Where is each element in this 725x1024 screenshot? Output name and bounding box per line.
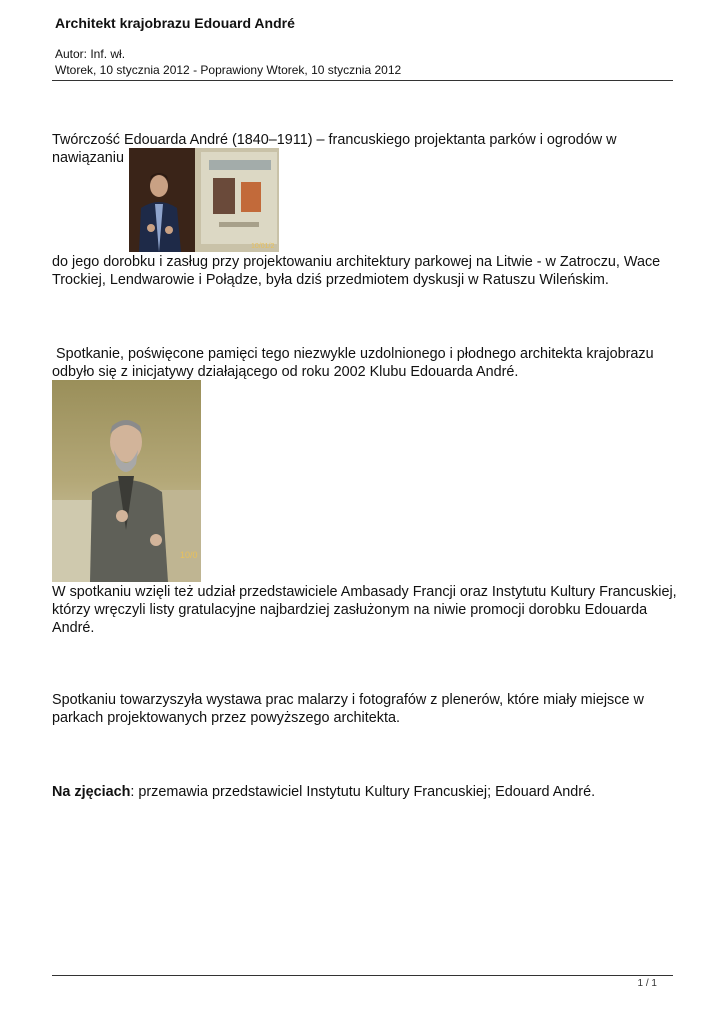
- photo-caption-text: : przemawia przedstawiciel Instytutu Kultury Francuskiej; Edouard André.: [130, 784, 596, 800]
- andre-portrait-photo: [52, 380, 201, 582]
- paragraph-meeting: Spotkanie, poświęcone pamięci tego niezwykle uzdolnionego i płodnego architekta krajobrazu odbyło się z inicjatywy działającego od roku 2002 Klubu Edouarda André.: [52, 346, 658, 380]
- photo-caption: [52, 783, 677, 801]
- header-divider: [52, 80, 673, 81]
- footer-divider: [52, 975, 673, 976]
- speaker-photo-date-stamp: 10/01/2: [251, 243, 275, 250]
- paragraph-exhibition: Spotkaniu towarzyszyła wystawa prac malarzy i fotografów z plenerów, które miały miejsce w parkach projektowanych przez powyższego architekta.: [52, 692, 644, 726]
- portrait-photo-date-stamp: 10/0: [180, 550, 198, 560]
- paragraph-participants: W spotkaniu wzięli też udział przedstawiciele Ambasady Francji oraz Instytutu Kultury Francuskiej, którzy wręczyli listy gratulacyjne najbardziej zasłużonym na niwie promocji dorobku Edouarda André.: [52, 584, 677, 636]
- photo-caption-label: Na zjęciach: [52, 784, 131, 800]
- paragraph-intro-line1: Twórczość Edouarda André (1840–1911) – francuskiego projektanta parków i ogrodów w: [52, 132, 617, 148]
- page-number: 1 / 1: [637, 978, 657, 989]
- paragraph-intro-line2: nawiązaniu: [52, 150, 125, 166]
- speaker-photo: [129, 148, 279, 252]
- date-line: Wtorek, 10 stycznia 2012 - Poprawiony Wtorek, 10 stycznia 2012: [55, 63, 402, 77]
- document-title: Architekt krajobrazu Edouard André: [55, 15, 295, 31]
- paragraph-contribution: do jego dorobku i zasług przy projektowaniu architektury parkowej na Litwie - w Zatroczu, Wace Trockiej, Lendwarowie i Połądze, była dziś przedmiotem dyskusji w Ratuszu Wileńskim.: [52, 254, 661, 288]
- author-line: Autor: Inf. wł.: [55, 47, 126, 61]
